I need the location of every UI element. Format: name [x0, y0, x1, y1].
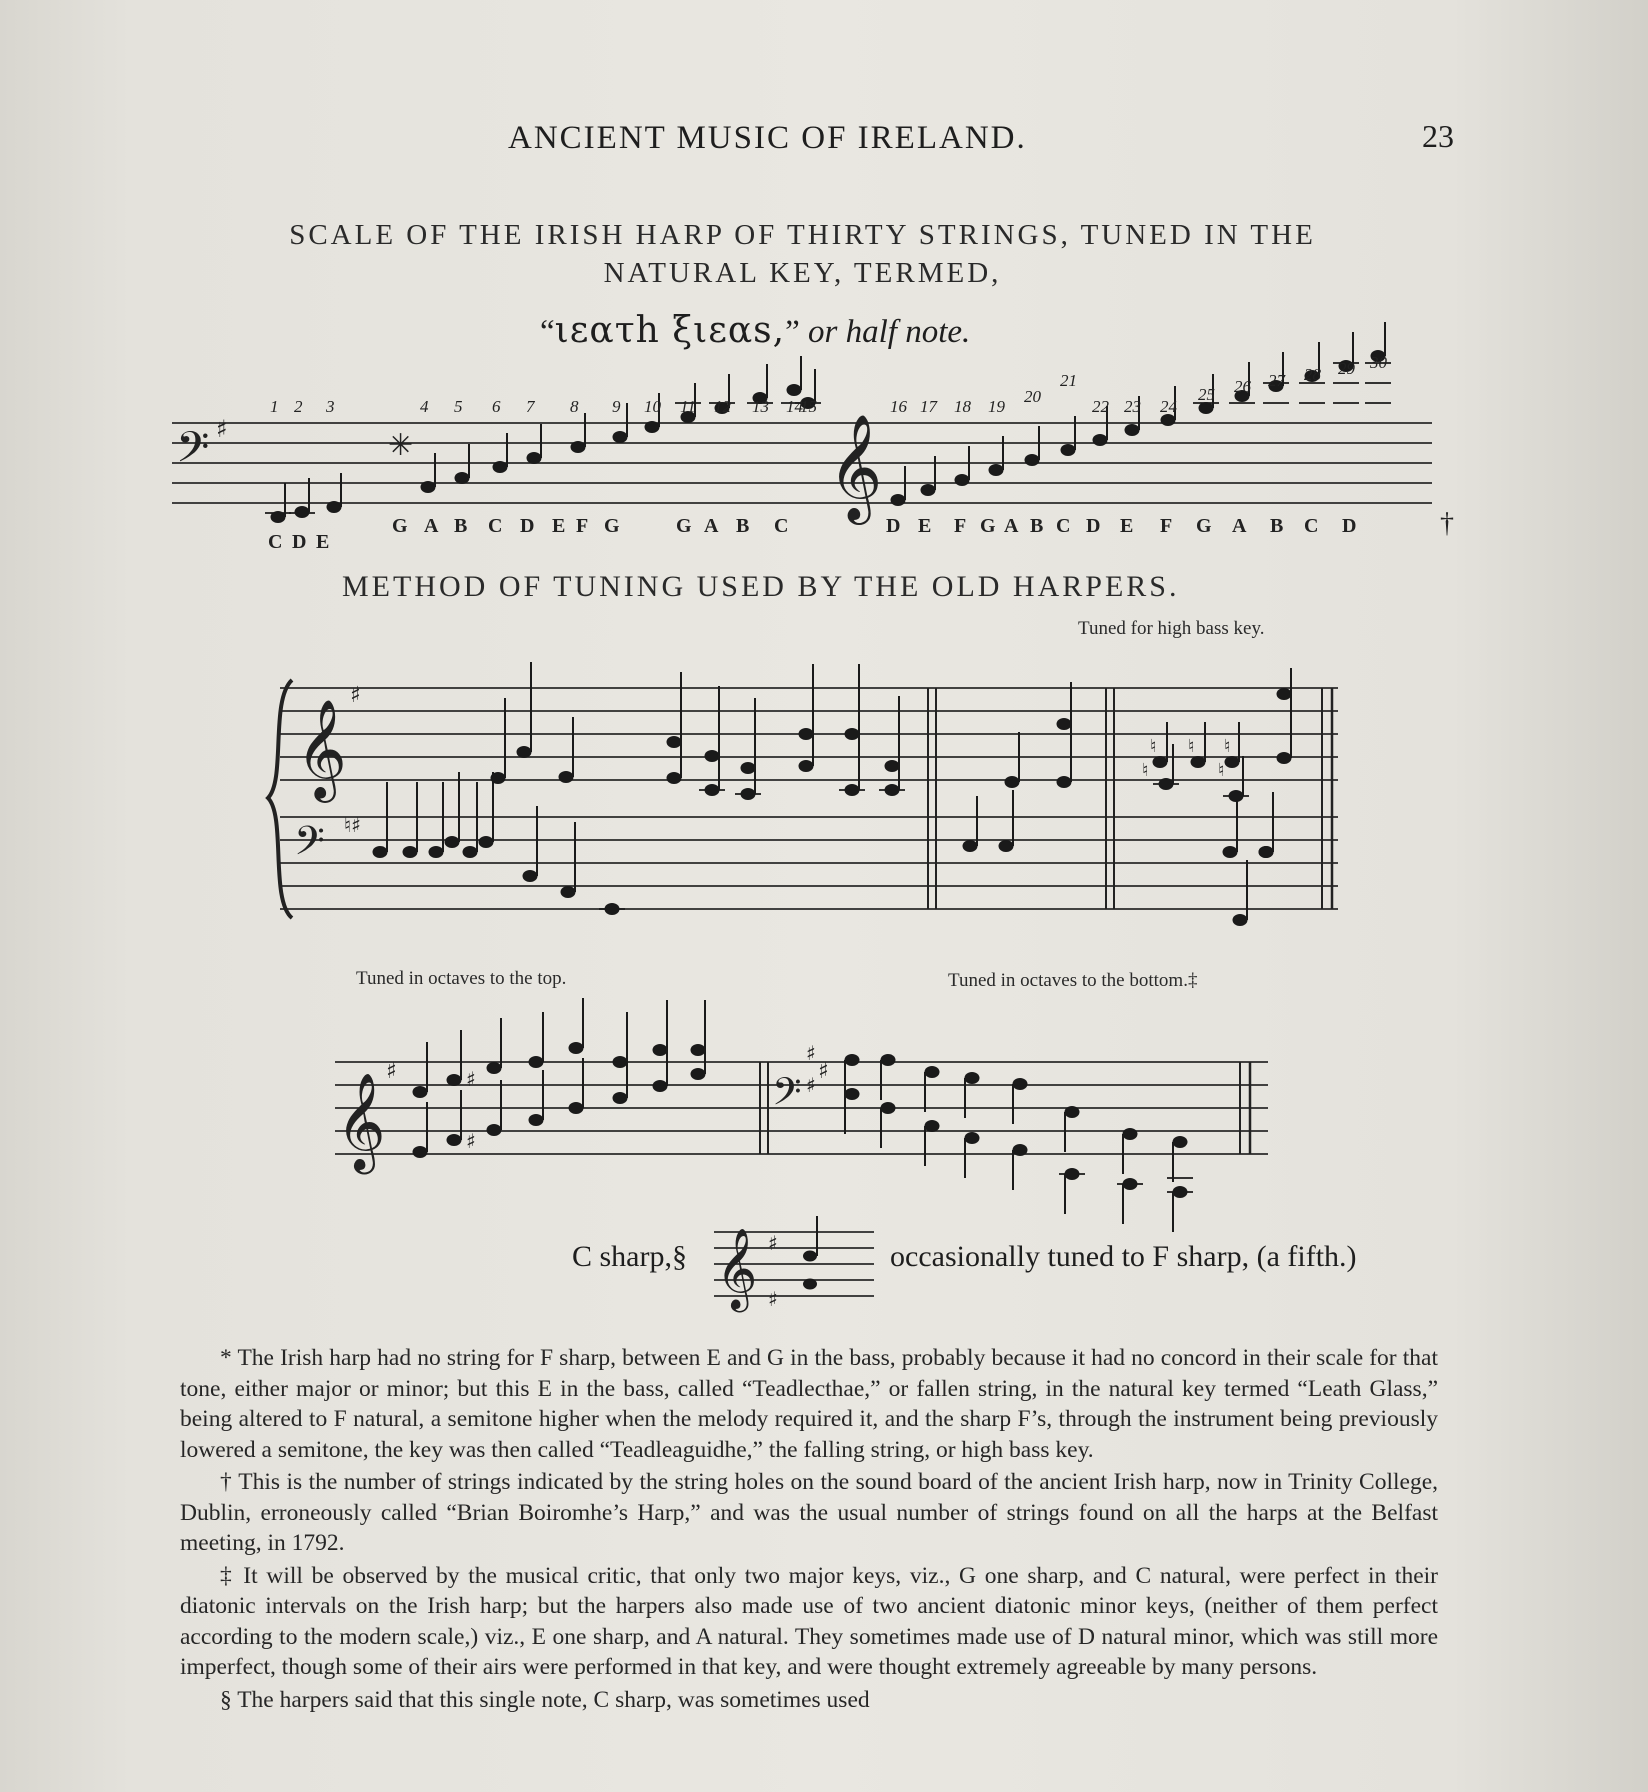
note-head	[845, 1054, 860, 1066]
note-head	[965, 1072, 980, 1084]
natural-sharp-icon: ♮♯	[344, 813, 361, 837]
string-number: 2	[294, 397, 303, 416]
string-number: 22	[1092, 397, 1109, 416]
sharp-sign-icon: ♯	[386, 1059, 397, 1084]
string-number: 20	[1024, 387, 1041, 406]
string-number: 9	[612, 397, 621, 416]
note-head	[1013, 1078, 1028, 1090]
string-number: 25	[1198, 385, 1215, 404]
string-number: 24	[1160, 397, 1177, 416]
note-letter: C	[488, 515, 503, 537]
note-head	[925, 1120, 940, 1132]
note-letter: E	[918, 515, 932, 537]
note-letter: E	[552, 515, 566, 537]
natural-sign-icon: ♮	[1218, 760, 1225, 781]
string-number: 3	[326, 397, 335, 416]
string-number: 17	[920, 397, 937, 416]
note-letter: A	[1232, 515, 1247, 537]
note-letter: A	[704, 515, 719, 537]
note-head	[691, 1068, 706, 1080]
note-letter: D	[1086, 515, 1101, 537]
string-number: 12	[714, 397, 731, 416]
note-letter: B	[1030, 515, 1044, 537]
note-head	[1173, 1136, 1188, 1148]
string-number: 1	[270, 397, 279, 416]
string-number: 5	[454, 397, 463, 416]
string-number: 15	[800, 397, 817, 416]
treble-clef-icon: 𝄞	[716, 1227, 758, 1309]
string-number: 18	[954, 397, 971, 416]
note-head	[487, 1062, 502, 1074]
string-number: 13	[752, 397, 769, 416]
note-head	[803, 1251, 817, 1262]
treble-clef-icon: 𝄞	[296, 699, 347, 799]
sharp-sign-icon: ♯	[768, 1231, 778, 1255]
sharp-sign-icon: ♯	[216, 415, 228, 443]
bass-clef-icon: 𝄢	[772, 1069, 802, 1123]
natural-sign-icon: ♮	[1224, 736, 1231, 757]
bass-clef-icon: 𝄢	[294, 818, 325, 874]
note-head	[529, 1114, 544, 1126]
note-letter: C	[774, 515, 789, 537]
note-head	[569, 1102, 584, 1114]
note-letter: B	[736, 515, 750, 537]
note-head	[1065, 1106, 1080, 1118]
dagger-mark: †	[1440, 508, 1454, 539]
footnotes	[180, 1343, 1438, 1717]
note-head	[653, 1044, 668, 1056]
natural-sign-icon: ♮	[1142, 760, 1149, 781]
note-letter: G	[676, 515, 692, 537]
sharp-sign-icon: ♯	[466, 1067, 476, 1091]
page-number: 23	[1422, 118, 1454, 154]
csharp-explanation: occasionally tuned to F sharp, (a fifth.)	[890, 1240, 1357, 1273]
note-head	[965, 1132, 980, 1144]
string-number: 14	[786, 397, 803, 416]
asterisk-icon: ✳	[388, 428, 414, 463]
octaves-notes	[413, 998, 1194, 1232]
note-letter: G	[980, 515, 996, 537]
note-letter: G	[604, 515, 620, 537]
note-head	[1013, 1144, 1028, 1156]
sharp-sign-icon: ♯	[466, 1129, 476, 1153]
string-number: 10	[644, 397, 661, 416]
note-letter: A	[1004, 515, 1019, 537]
note-head	[487, 1124, 502, 1136]
note-head	[881, 1054, 896, 1066]
string-number: 26	[1234, 377, 1251, 396]
note-letter: E	[316, 531, 330, 553]
note-letter: E	[1120, 515, 1134, 537]
note-head	[413, 1146, 428, 1158]
natural-sign-icon: ♮	[1188, 736, 1195, 757]
note-letter: D	[292, 531, 307, 553]
string-number: 6	[492, 397, 501, 416]
note-head	[691, 1044, 706, 1056]
string-number: 7	[526, 397, 535, 416]
string-number: 27	[1268, 371, 1285, 390]
treble-clef-icon: 𝄞	[828, 413, 883, 520]
note-head	[881, 1102, 896, 1114]
string-number: 19	[988, 397, 1005, 416]
note-head	[1123, 1128, 1138, 1140]
label-octaves-bottom: Tuned in octaves to the bottom.‡	[948, 970, 1198, 991]
running-header: ANCIENT MUSIC OF IRELAND.	[508, 120, 1027, 156]
note-letter: D	[520, 515, 535, 537]
string-number: 30	[1370, 353, 1387, 372]
note-letter: D	[886, 515, 901, 537]
quote-close: ”	[785, 314, 800, 350]
label-octaves-top: Tuned in octaves to the top.	[356, 968, 567, 989]
footnote-dagger: † This is the number of strings indicated by the string holes on the sound board of the ancient Irish harp, now in Trinity College, Dublin, erroneously called “Brian Boiromhe’s Harp,” and was the usual number of strings found on all the harps at the Belfast meeting, in 1792.	[180, 1469, 1438, 1556]
note-letter: C	[1304, 515, 1319, 537]
string-number: 28	[1304, 365, 1321, 384]
note-letter: C	[268, 531, 283, 553]
sharp-sign-icon: ♯	[350, 683, 361, 708]
note-letter: B	[454, 515, 468, 537]
string-number: 21	[1060, 371, 1077, 390]
note-letter: F	[576, 515, 589, 537]
note-letter: F	[1160, 515, 1173, 537]
string-number: 4	[420, 397, 429, 416]
gaelic-term: ιεατh ξιεαs,	[554, 310, 786, 351]
note-head	[447, 1134, 462, 1146]
sharp-sign-icon: ♯	[768, 1287, 778, 1311]
sharp-sign-icon: ♯	[818, 1059, 829, 1084]
subtitle-translation: or half note.	[808, 314, 971, 350]
note-head	[569, 1042, 584, 1054]
quote-open: “	[540, 314, 555, 350]
string-number: 23	[1124, 397, 1141, 416]
note-letter: D	[1342, 515, 1357, 537]
note-letter: F	[954, 515, 967, 537]
string-number: 29	[1338, 359, 1355, 378]
sharp-sign-icon: ♯	[806, 1041, 816, 1065]
csharp-staff	[714, 1210, 878, 1314]
csharp-label: C sharp,§	[572, 1240, 687, 1273]
footnote-asterisk: * The Irish harp had no string for F sharp, between E and G in the bass, probably because it had no concord in their scale for that tone, either major or minor; but this E in the bass, called “Teadlecthae,” or fallen string, in the natural key termed “Leath Glass,” being altered to F natural, a semitone higher when the melody required it, and the sharp F’s, through the instrument being previously lowered a semitone, the key was then called “Teadleaguidhe,” the falling string, or high bass key.	[180, 1345, 1438, 1463]
string-number: 8	[570, 397, 579, 416]
note-letter: C	[1056, 515, 1071, 537]
scale-heading-line1: SCALE OF THE IRISH HARP OF THIRTY STRINGS, TUNED IN THE	[289, 219, 1316, 251]
sharp-sign-icon: ♯	[806, 1073, 816, 1097]
note-head	[529, 1056, 544, 1068]
note-head	[613, 1092, 628, 1104]
scale-heading-line2: NATURAL KEY, TERMED,	[603, 257, 1002, 289]
natural-sign-icon: ♮	[1150, 736, 1157, 757]
label-high-bass-key: Tuned for high bass key.	[1078, 618, 1265, 639]
note-head	[653, 1080, 668, 1092]
note-head	[925, 1066, 940, 1078]
note-head	[447, 1074, 462, 1086]
method-heading: METHOD OF TUNING USED BY THE OLD HARPERS.	[342, 570, 1180, 603]
note-letter: G	[1196, 515, 1212, 537]
string-number: 11	[680, 397, 696, 416]
footnote-section: § The harpers said that this single note, C sharp, was sometimes used	[220, 1686, 870, 1713]
string-number: 16	[890, 397, 907, 416]
note-head	[413, 1086, 428, 1098]
footnote-double-dagger: ‡ It will be observed by the musical critic, that only two major keys, viz., G one sharp, and C natural, were perfect in their diatonic intervals on the Irish harp; but the harpers also made use of two ancient diatonic minor keys, (neither of them perfect according to the modern scale,) viz., E one sharp, and A natural. They sometimes made use of D natural minor, which was still more imperfect, though some of their airs were performed in that key, and were thought extremely agreeable by many persons.	[180, 1562, 1438, 1680]
note-head	[803, 1279, 817, 1290]
note-head	[613, 1056, 628, 1068]
note-letter: A	[424, 515, 439, 537]
note-letter: B	[1270, 515, 1284, 537]
treble-clef-icon: 𝄞	[336, 1072, 386, 1170]
note-letter: G	[392, 515, 408, 537]
bass-clef-icon: 𝄢	[176, 423, 210, 483]
note-head	[845, 1088, 860, 1100]
